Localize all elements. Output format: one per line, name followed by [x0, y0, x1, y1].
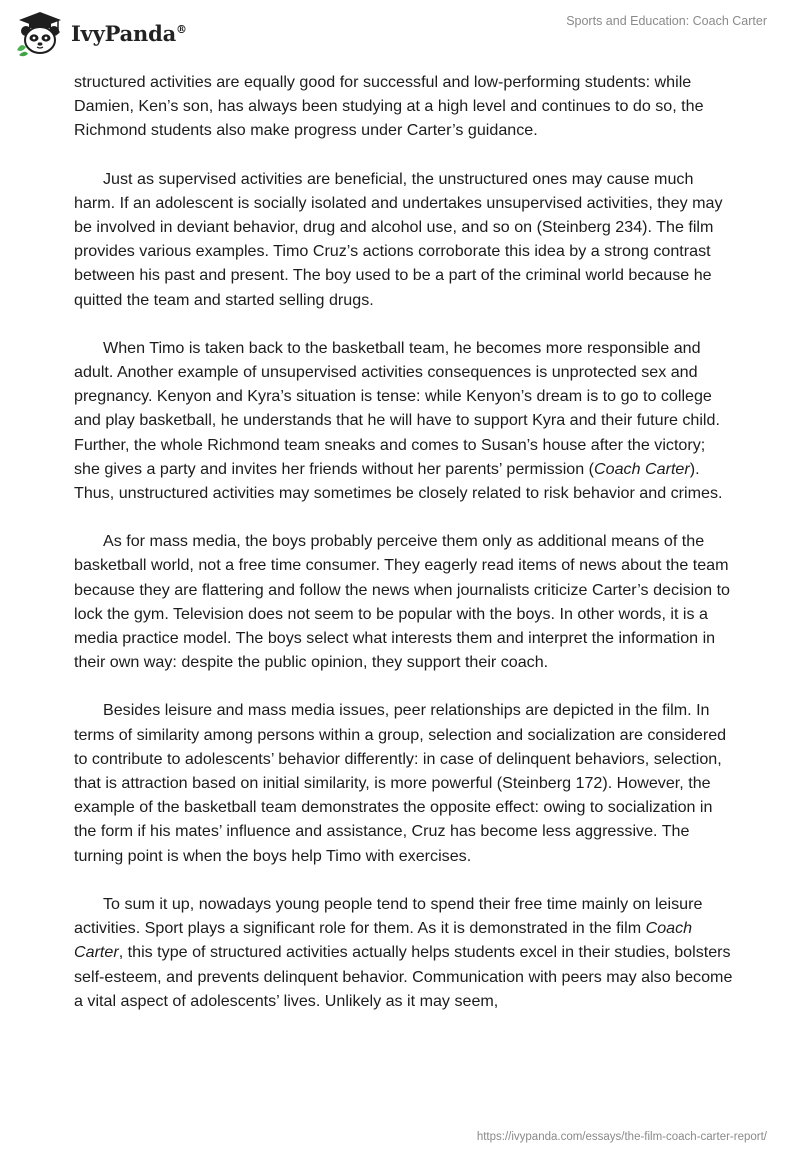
page-header: [0, 0, 800, 70]
paragraph-1: structured activities are equally good for successful and low-performing students: while Damien, Ken’s son, has always been studying at a high level and continues to do so, the Richmond students also make progress under Carter’s guidance.: [74, 73, 704, 140]
paragraph-3: When Timo is taken back to the basketball team, he becomes more responsible and adult. Another example of unsupervised activities consequences is unprotected sex and pregnancy. Kenyon and Kyra’s situation is tense: while Kenyon’s dream is to go to college and play basketball, he understands that he will have to support Kyra and their future child. Further, the whole Richmond team sneaks and comes to Susan’s house after the victory; she gives a party and invites her friends without her parents’ permission (Coach Carter). Thus, unstructured activities may sometimes be closely related to risk behavior and crimes.: [74, 338, 723, 503]
source-url[interactable]: https://ivypanda.com/essays/the-film-coach-carter-report/: [476, 1131, 767, 1143]
film-title: Coach Carter: [74, 919, 693, 962]
film-title: Coach Carter: [594, 459, 690, 478]
panda-graduate-icon: [15, 9, 65, 57]
paragraph-4: As for mass media, the boys probably perceive them only as additional means of the basketball world, not a free time consumer. They eagerly read items of news about the team because they are flattering and follow the news when journalists criticize Carter’s decision to lock the gym. Television does not seem to be popular with the boys. In other words, it is a media practice model. The boys select what interests them and interpret the information in their own way: despite the public opinion, they support their coach.: [74, 532, 731, 672]
paragraph-6: To sum it up, nowadays young people tend to spend their free time mainly on leisure activities. Sport plays a significant role for them. As it is demonstrated in the film Coach Carter, this type of structured activities actually helps students excel in their studies, bolsters self-esteem, and prevents delinquent behavior. Communication with peers may also become a vital aspect of adolescents’ lives. Unlikely as it may seem,: [74, 894, 733, 1010]
ivypanda-logo[interactable]: [15, 8, 187, 58]
paragraph-2: Just as supervised activities are beneficial, the unstructured ones may cause much harm. If an adolescent is socially isolated and undertakes unsupervised activities, they may be involved in deviant behavior, drug and alcohol use, and so on (Steinberg 234). The film provides various examples. Timo Cruz’s actions corroborate this idea by a strong contrast between his past and present. The boy used to be a part of the criminal world because he quitted the team and started selling drugs.: [74, 169, 723, 309]
document-title: Sports and Education: Coach Carter: [566, 14, 767, 28]
paragraph-5: Besides leisure and mass media issues, peer relationships are depicted in the film. In terms of similarity among persons within a group, selection and socialization are considered to contribute to adolescents’ behavior differently: in case of delinquent behaviors, selection, that is attraction based on initial similarity, is more powerful (Steinberg 172). However, the example of the basketball team demonstrates the opposite effect: owing to socialization in the form if his mates’ influence and assistance, Cruz has become less aggressive. The turning point is when the boys help Timo with exercises.: [74, 701, 727, 865]
essay-body: [74, 70, 734, 1037]
logo-text: IvyPanda®: [71, 20, 187, 46]
